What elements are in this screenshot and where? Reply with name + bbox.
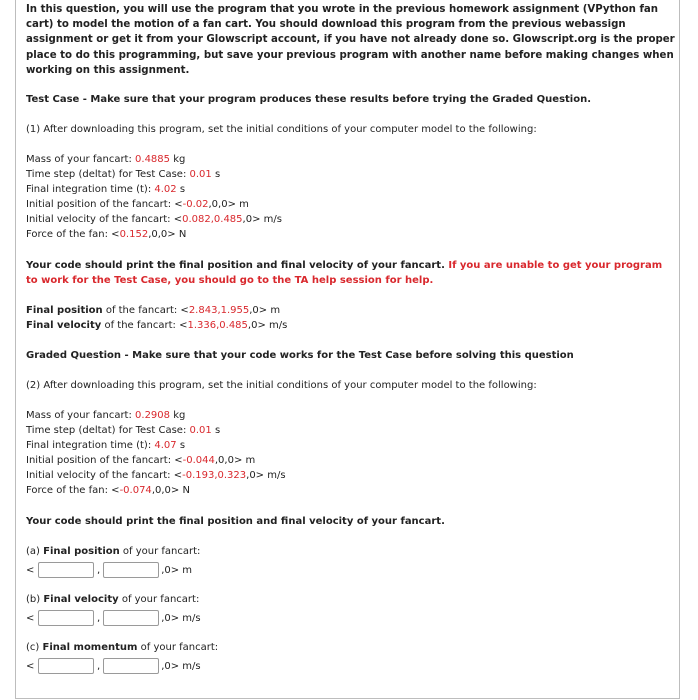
- question-content: [26, 0, 676, 672]
- part-b: [26, 592, 201, 627]
- param-row: Force of the fan: <-0.074,0,0> N: [26, 485, 190, 496]
- param-row: Force of the fan: <0.152,0,0> N: [26, 229, 187, 240]
- final-momentum-x-input[interactable]: [38, 658, 94, 674]
- final-velocity-x-input[interactable]: [38, 610, 94, 626]
- final-position-result: Final position of the fancart: <2.843,1.955,0> m: [26, 305, 281, 316]
- graded-print-note: Your code should print the final position and final velocity of your fancart.: [26, 516, 445, 527]
- param-row: Time step (deltat) for Test Case: 0.01 s: [26, 425, 221, 436]
- test-case-results: [26, 303, 287, 333]
- graded-instruction: (2) After downloading this program, set the initial conditions of your computer model to the following:: [26, 380, 537, 391]
- part-c-prompt: (c) Final momentum of your fancart:: [26, 642, 219, 653]
- part-c-answer-row: < , ,0> m/s: [26, 657, 218, 675]
- param-row: Initial velocity of the fancart: <0.082,0.485,0> m/s: [26, 214, 282, 225]
- final-momentum-y-input[interactable]: [103, 658, 159, 674]
- final-velocity-result: Final velocity of the fancart: <1.336,0.485,0> m/s: [26, 320, 288, 331]
- param-row: Mass of your fancart: 0.4885 kg: [26, 154, 186, 165]
- final-position-x-input[interactable]: [38, 562, 94, 578]
- param-row: Initial velocity of the fancart: <-0.193,0.323,0> m/s: [26, 470, 286, 481]
- final-velocity-y-input[interactable]: [103, 610, 159, 626]
- param-row: Initial position of the fancart: <-0.044,0,0> m: [26, 455, 256, 466]
- param-row: Mass of your fancart: 0.2908 kg: [26, 410, 186, 421]
- part-c: [26, 640, 218, 675]
- param-row: Time step (deltat) for Test Case: 0.01 s: [26, 169, 221, 180]
- test-case-instruction: (1) After downloading this program, set the initial conditions of your computer model to the following:: [26, 124, 537, 135]
- final-position-y-input[interactable]: [103, 562, 159, 578]
- param-row: Initial position of the fancart: <-0.02,0,0> m: [26, 199, 249, 210]
- graded-params: [26, 408, 286, 498]
- part-b-prompt: (b) Final velocity of your fancart:: [26, 594, 200, 605]
- part-a-answer-row: < , ,0> m: [26, 561, 200, 579]
- part-b-answer-row: < , ,0> m/s: [26, 609, 201, 627]
- part-a: [26, 544, 200, 579]
- param-row: Final integration time (t): 4.02 s: [26, 184, 186, 195]
- test-case-print-note: Your code should print the final position and final velocity of your fancart. If you are unable to get your program to work for the Test Case, you should go to the TA help session for help.: [26, 260, 663, 286]
- param-row: Final integration time (t): 4.07 s: [26, 440, 186, 451]
- graded-heading: Graded Question - Make sure that your code works for the Test Case before solving this question: [26, 350, 574, 361]
- part-a-prompt: (a) Final position of your fancart:: [26, 546, 201, 557]
- intro-paragraph: In this question, you will use the program that you wrote in the previous homework assignment (VPython fan cart) to model the motion of a fan cart. You should download this program from the previous webassign assignment or get it from your Glowscript account, if you have not already done so. Glowscript.org is the proper place to do this programming, but save your previous program with another name before making changes when working on this assignment.: [26, 4, 675, 76]
- test-case-heading: Test Case - Make sure that your program produces these results before trying the Graded Question.: [26, 94, 592, 105]
- test-case-params: [26, 152, 282, 242]
